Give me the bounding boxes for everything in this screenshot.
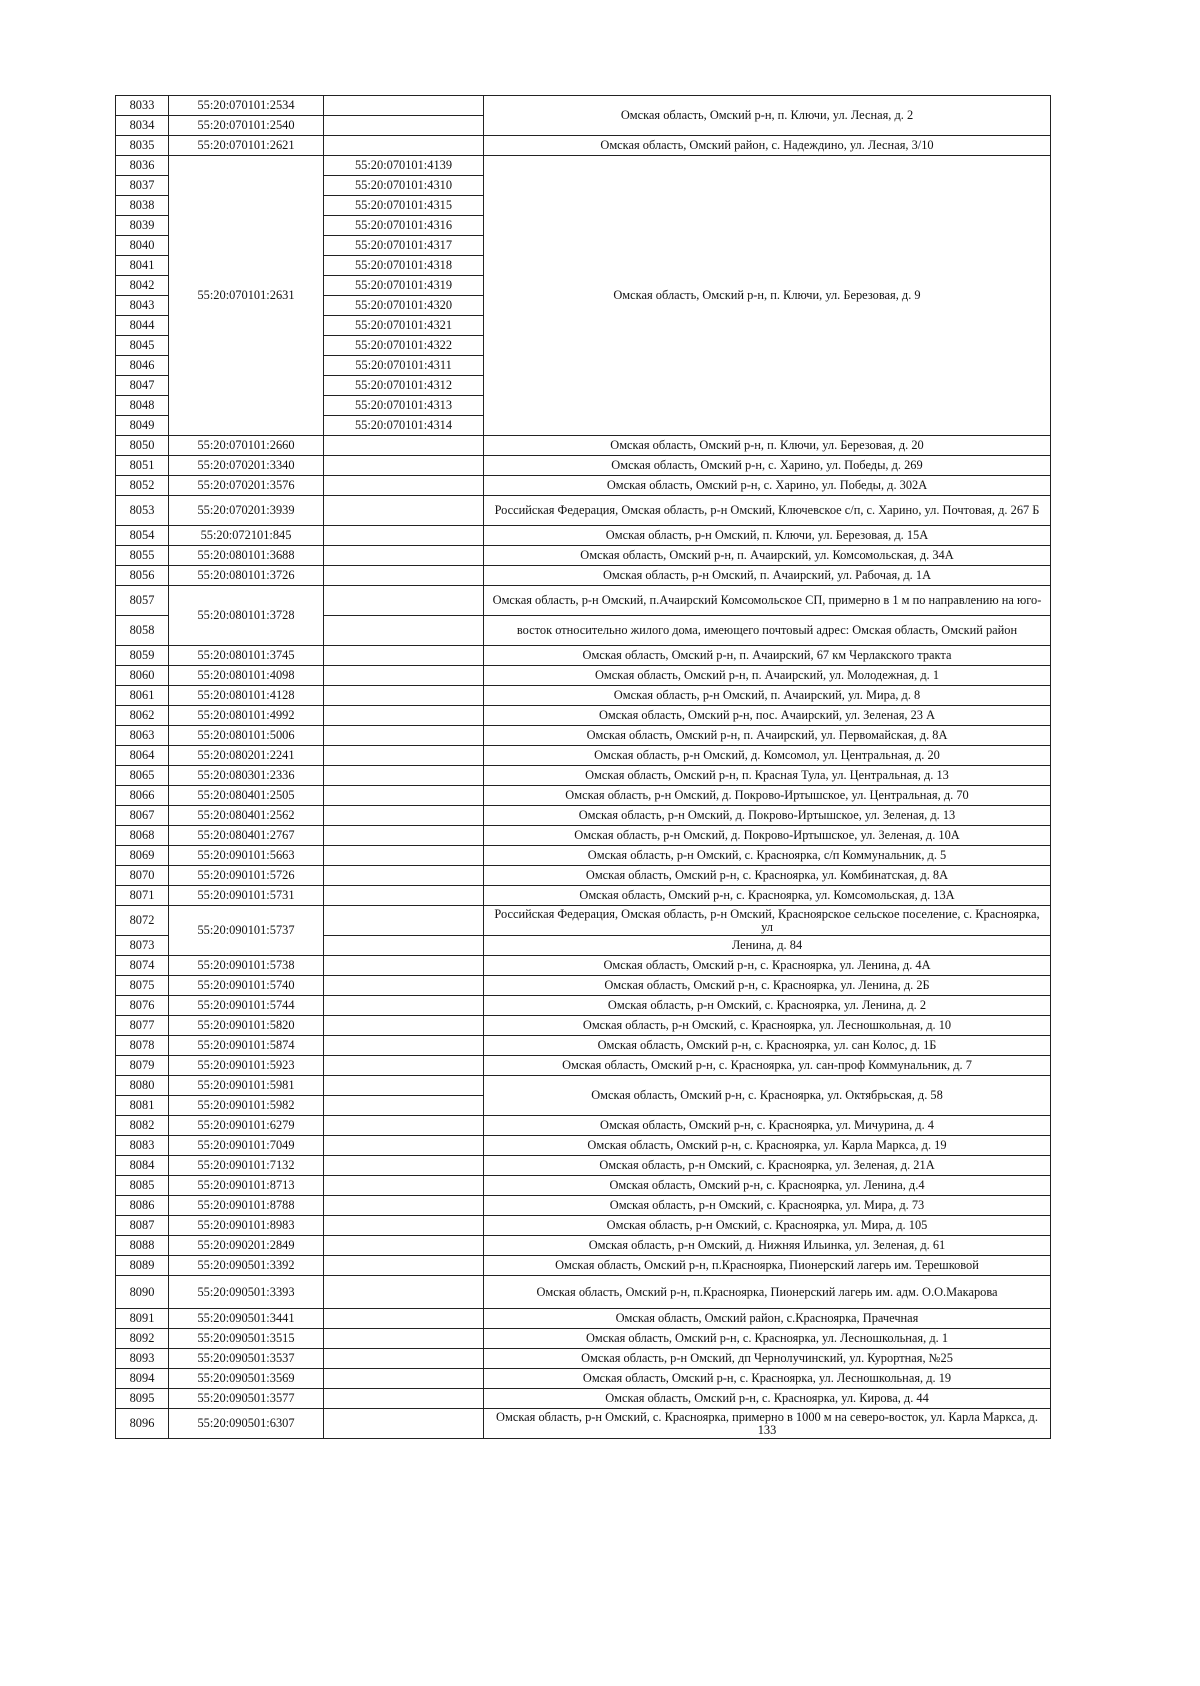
row-number-cell: 8068	[116, 826, 169, 846]
sub-cadastral-cell	[324, 566, 484, 586]
cadastral-number-cell: 55:20:070201:3939	[169, 496, 324, 526]
table-row	[116, 1276, 1051, 1309]
cadastral-number-cell: 55:20:080201:2241	[169, 746, 324, 766]
row-number-cell: 8037	[116, 176, 169, 196]
address-cell: Омская область, Омский р-н, с. Красноярка, ул. Ленина, д. 4А	[484, 956, 1051, 976]
address-cell: Омская область, р-н Омский, д. Нижняя Ильинка, ул. Зеленая, д. 61	[484, 1236, 1051, 1256]
cadastral-number-cell: 55:20:090501:3577	[169, 1389, 324, 1409]
row-number-cell: 8050	[116, 436, 169, 456]
address-cell: Омская область, Омский р-н, п. Ключи, ул. Лесная, д. 2	[484, 96, 1051, 136]
table-row	[116, 476, 1051, 496]
cadastral-number-cell: 55:20:070101:2660	[169, 436, 324, 456]
sub-cadastral-cell: 55:20:070101:4311	[324, 356, 484, 376]
address-cell: Омская область, р-н Омский, п. Ключи, ул. Березовая, д. 15А	[484, 526, 1051, 546]
table-row	[116, 746, 1051, 766]
row-number-cell: 8054	[116, 526, 169, 546]
sub-cadastral-cell	[324, 666, 484, 686]
cadastral-number-cell: 55:20:090101:5731	[169, 886, 324, 906]
cadastral-number-cell: 55:20:090101:5923	[169, 1056, 324, 1076]
sub-cadastral-cell	[324, 996, 484, 1016]
table-row	[116, 866, 1051, 886]
sub-cadastral-cell	[324, 1409, 484, 1439]
table-row	[116, 826, 1051, 846]
row-number-cell: 8081	[116, 1096, 169, 1116]
row-number-cell: 8056	[116, 566, 169, 586]
cadastral-register-table	[115, 95, 1051, 1439]
sub-cadastral-cell	[324, 456, 484, 476]
row-number-cell: 8065	[116, 766, 169, 786]
row-number-cell: 8042	[116, 276, 169, 296]
address-cell: Омская область, Омский р-н, с. Красноярка, ул. сан-проф Коммунальник, д. 7	[484, 1056, 1051, 1076]
address-cell: Омская область, р-н Омский, дп Чернолучинский, ул. Курортная, №25	[484, 1349, 1051, 1369]
table-row	[116, 996, 1051, 1016]
row-number-cell: 8070	[116, 866, 169, 886]
row-number-cell: 8090	[116, 1276, 169, 1309]
table-row	[116, 586, 1051, 616]
table-row	[116, 1116, 1051, 1136]
address-cell: Омская область, Омский р-н, п. Красная Тула, ул. Центральная, д. 13	[484, 766, 1051, 786]
sub-cadastral-cell	[324, 886, 484, 906]
table-row	[116, 906, 1051, 936]
row-number-cell: 8059	[116, 646, 169, 666]
row-number-cell: 8043	[116, 296, 169, 316]
address-cell: Омская область, Омский р-н, п. Ачаирский, ул. Комсомольская, д. 34А	[484, 546, 1051, 566]
sub-cadastral-cell	[324, 1076, 484, 1096]
address-cell: Омская область, Омский р-н, с. Красноярка, ул. сан Колос, д. 1Б	[484, 1036, 1051, 1056]
sub-cadastral-cell	[324, 1369, 484, 1389]
cadastral-number-cell: 55:20:090101:5981	[169, 1076, 324, 1096]
sub-cadastral-cell: 55:20:070101:4310	[324, 176, 484, 196]
table-row	[116, 1056, 1051, 1076]
sub-cadastral-cell	[324, 956, 484, 976]
cadastral-number-cell: 55:20:090501:3393	[169, 1276, 324, 1309]
address-cell: Омская область, Омский район, с.Красноярка, Прачечная	[484, 1309, 1051, 1329]
sub-cadastral-cell: 55:20:070101:4321	[324, 316, 484, 336]
address-cell: Омская область, р-н Омский, д. Покрово-Иртышское, ул. Зеленая, д. 10А	[484, 826, 1051, 846]
cadastral-number-cell: 55:20:090201:2849	[169, 1236, 324, 1256]
row-number-cell: 8094	[116, 1369, 169, 1389]
row-number-cell: 8047	[116, 376, 169, 396]
sub-cadastral-cell: 55:20:070101:4315	[324, 196, 484, 216]
address-cell: Омская область, р-н Омский, д. Комсомол, ул. Центральная, д. 20	[484, 746, 1051, 766]
row-number-cell: 8095	[116, 1389, 169, 1409]
sub-cadastral-cell	[324, 766, 484, 786]
row-number-cell: 8087	[116, 1216, 169, 1236]
sub-cadastral-cell	[324, 1389, 484, 1409]
row-number-cell: 8034	[116, 116, 169, 136]
cadastral-number-cell: 55:20:090501:3441	[169, 1309, 324, 1329]
table-row	[116, 956, 1051, 976]
row-number-cell: 8074	[116, 956, 169, 976]
cadastral-number-cell: 55:20:090501:6307	[169, 1409, 324, 1439]
table-row	[116, 1236, 1051, 1256]
sub-cadastral-cell	[324, 1176, 484, 1196]
cadastral-number-cell: 55:20:090501:3537	[169, 1349, 324, 1369]
cadastral-number-cell: 55:20:090101:5737	[169, 906, 324, 956]
sub-cadastral-cell	[324, 116, 484, 136]
address-cell: Омская область, Омский р-н, п. Ачаирский, ул. Молодежная, д. 1	[484, 666, 1051, 686]
address-cell: Омская область, Омский р-н, с. Красноярка, ул. Ленина, д. 2Б	[484, 976, 1051, 996]
table-row	[116, 1176, 1051, 1196]
row-number-cell: 8075	[116, 976, 169, 996]
address-cell: восток относительно жилого дома, имеющего почтовый адрес: Омская область, Омский район	[484, 616, 1051, 646]
table-row	[116, 726, 1051, 746]
cadastral-number-cell: 55:20:070101:2534	[169, 96, 324, 116]
cadastral-number-cell: 55:20:090501:3515	[169, 1329, 324, 1349]
sub-cadastral-cell	[324, 846, 484, 866]
row-number-cell: 8084	[116, 1156, 169, 1176]
address-cell: Омская область, Омский р-н, п.Красноярка, Пионерский лагерь им. Терешковой	[484, 1256, 1051, 1276]
table-row	[116, 1369, 1051, 1389]
cadastral-number-cell: 55:20:080101:3745	[169, 646, 324, 666]
sub-cadastral-cell: 55:20:070101:4319	[324, 276, 484, 296]
address-cell: Омская область, Омский р-н, с. Красноярка, ул. Мичурина, д. 4	[484, 1116, 1051, 1136]
address-cell: Омская область, Омский р-н, с. Красноярка, ул. Лесношкольная, д. 19	[484, 1369, 1051, 1389]
address-cell: Омская область, Омский р-н, с. Красноярка, ул. Комбинатская, д. 8А	[484, 866, 1051, 886]
cadastral-number-cell: 55:20:080401:2767	[169, 826, 324, 846]
row-number-cell: 8085	[116, 1176, 169, 1196]
row-number-cell: 8036	[116, 156, 169, 176]
address-cell: Омская область, Омский р-н, п. Ачаирский, ул. Первомайская, д. 8А	[484, 726, 1051, 746]
cadastral-number-cell: 55:20:090101:5744	[169, 996, 324, 1016]
row-number-cell: 8040	[116, 236, 169, 256]
cadastral-number-cell: 55:20:090101:5874	[169, 1036, 324, 1056]
address-cell: Омская область, Омский р-н, с. Красноярка, ул. Лесношкольная, д. 1	[484, 1329, 1051, 1349]
cadastral-number-cell: 55:20:090501:3392	[169, 1256, 324, 1276]
table-row	[116, 156, 1051, 176]
address-cell: Омская область, р-н Омский, с. Красноярка, с/п Коммунальник, д. 5	[484, 846, 1051, 866]
cadastral-number-cell: 55:20:090501:3569	[169, 1369, 324, 1389]
sub-cadastral-cell	[324, 826, 484, 846]
row-number-cell: 8076	[116, 996, 169, 1016]
table-row	[116, 1349, 1051, 1369]
address-cell: Омская область, р-н Омский, с. Красноярка, ул. Мира, д. 73	[484, 1196, 1051, 1216]
sub-cadastral-cell: 55:20:070101:4139	[324, 156, 484, 176]
table-row	[116, 976, 1051, 996]
address-cell: Омская область, Омский р-н, с. Харино, ул. Победы, д. 302А	[484, 476, 1051, 496]
cadastral-number-cell: 55:20:090101:5820	[169, 1016, 324, 1036]
sub-cadastral-cell: 55:20:070101:4312	[324, 376, 484, 396]
cadastral-number-cell: 55:20:090101:5663	[169, 846, 324, 866]
sub-cadastral-cell	[324, 586, 484, 616]
sub-cadastral-cell	[324, 1349, 484, 1369]
table-row	[116, 1256, 1051, 1276]
address-cell: Российская Федерация, Омская область, р-н Омский, Красноярское сельское поселение, с. Красноярка, ул	[484, 906, 1051, 936]
row-number-cell: 8071	[116, 886, 169, 906]
table-row	[116, 1329, 1051, 1349]
table-row	[116, 1076, 1051, 1096]
cadastral-number-cell: 55:20:072101:845	[169, 526, 324, 546]
sub-cadastral-cell	[324, 1116, 484, 1136]
address-cell: Омская область, р-н Омский, п. Ачаирский, ул. Рабочая, д. 1А	[484, 566, 1051, 586]
row-number-cell: 8072	[116, 906, 169, 936]
table-row	[116, 686, 1051, 706]
cadastral-number-cell: 55:20:070101:2631	[169, 156, 324, 436]
row-number-cell: 8035	[116, 136, 169, 156]
table-row	[116, 1156, 1051, 1176]
table-row	[116, 646, 1051, 666]
row-number-cell: 8038	[116, 196, 169, 216]
sub-cadastral-cell	[324, 786, 484, 806]
row-number-cell: 8039	[116, 216, 169, 236]
table-row	[116, 526, 1051, 546]
table-row	[116, 886, 1051, 906]
row-number-cell: 8058	[116, 616, 169, 646]
sub-cadastral-cell	[324, 726, 484, 746]
sub-cadastral-cell	[324, 1216, 484, 1236]
row-number-cell: 8046	[116, 356, 169, 376]
cadastral-number-cell: 55:20:090101:6279	[169, 1116, 324, 1136]
cadastral-number-cell: 55:20:090101:5726	[169, 866, 324, 886]
row-number-cell: 8033	[116, 96, 169, 116]
cadastral-number-cell: 55:20:080101:4128	[169, 686, 324, 706]
table-row	[116, 1036, 1051, 1056]
row-number-cell: 8092	[116, 1329, 169, 1349]
sub-cadastral-cell	[324, 1329, 484, 1349]
table-row	[116, 136, 1051, 156]
address-cell: Омская область, Омский р-н, п.Красноярка, Пионерский лагерь им. адм. О.О.Макарова	[484, 1276, 1051, 1309]
cadastral-number-cell: 55:20:080101:4098	[169, 666, 324, 686]
sub-cadastral-cell	[324, 1096, 484, 1116]
register-table-body	[116, 96, 1051, 1439]
cadastral-number-cell: 55:20:070101:2621	[169, 136, 324, 156]
address-cell: Омская область, р-н Омский, с. Красноярка, ул. Лесношкольная, д. 10	[484, 1016, 1051, 1036]
row-number-cell: 8086	[116, 1196, 169, 1216]
cadastral-number-cell: 55:20:080101:3726	[169, 566, 324, 586]
row-number-cell: 8088	[116, 1236, 169, 1256]
sub-cadastral-cell	[324, 1236, 484, 1256]
address-cell: Омская область, р-н Омский, п.Ачаирский Комсомольское СП, примерно в 1 м по направлению на юго-	[484, 586, 1051, 616]
row-number-cell: 8091	[116, 1309, 169, 1329]
table-row	[116, 1409, 1051, 1439]
address-cell: Омская область, Омский район, с. Надеждино, ул. Лесная, 3/10	[484, 136, 1051, 156]
sub-cadastral-cell	[324, 496, 484, 526]
address-cell: Омская область, р-н Омский, с. Красноярка, примерно в 1000 м на северо-восток, ул. Карла Маркса, д. 133	[484, 1409, 1051, 1439]
address-cell: Российская Федерация, Омская область, р-н Омский, Ключевское с/п, с. Харино, ул. Почтовая, д. 267 Б	[484, 496, 1051, 526]
cadastral-number-cell: 55:20:070201:3340	[169, 456, 324, 476]
row-number-cell: 8051	[116, 456, 169, 476]
row-number-cell: 8061	[116, 686, 169, 706]
row-number-cell: 8044	[116, 316, 169, 336]
cadastral-number-cell: 55:20:080101:3728	[169, 586, 324, 646]
sub-cadastral-cell	[324, 706, 484, 726]
cadastral-number-cell: 55:20:090101:8713	[169, 1176, 324, 1196]
table-row	[116, 1136, 1051, 1156]
address-cell: Омская область, р-н Омский, с. Красноярка, ул. Мира, д. 105	[484, 1216, 1051, 1236]
table-row	[116, 1309, 1051, 1329]
sub-cadastral-cell	[324, 646, 484, 666]
address-cell: Омская область, Омский р-н, п. Ачаирский, 67 км Черлакского тракта	[484, 646, 1051, 666]
cadastral-number-cell: 55:20:090101:8983	[169, 1216, 324, 1236]
address-cell: Омская область, р-н Омский, с. Красноярка, ул. Зеленая, д. 21А	[484, 1156, 1051, 1176]
row-number-cell: 8096	[116, 1409, 169, 1439]
sub-cadastral-cell	[324, 1309, 484, 1329]
address-cell: Омская область, р-н Омский, п. Ачаирский, ул. Мира, д. 8	[484, 686, 1051, 706]
cadastral-number-cell: 55:20:090101:5982	[169, 1096, 324, 1116]
sub-cadastral-cell	[324, 1156, 484, 1176]
row-number-cell: 8079	[116, 1056, 169, 1076]
row-number-cell: 8067	[116, 806, 169, 826]
address-cell: Омская область, Омский р-н, пос. Ачаирский, ул. Зеленая, 23 А	[484, 706, 1051, 726]
row-number-cell: 8093	[116, 1349, 169, 1369]
table-row	[116, 566, 1051, 586]
cadastral-number-cell: 55:20:070201:3576	[169, 476, 324, 496]
sub-cadastral-cell	[324, 436, 484, 456]
cadastral-number-cell: 55:20:080101:5006	[169, 726, 324, 746]
cadastral-number-cell: 55:20:080401:2562	[169, 806, 324, 826]
table-row	[116, 1016, 1051, 1036]
row-number-cell: 8063	[116, 726, 169, 746]
table-row	[116, 1389, 1051, 1409]
sub-cadastral-cell	[324, 1016, 484, 1036]
address-cell: Омская область, Омский р-н, п. Ключи, ул. Березовая, д. 9	[484, 156, 1051, 436]
sub-cadastral-cell	[324, 686, 484, 706]
table-row	[116, 456, 1051, 476]
address-cell: Омская область, Омский р-н, п. Ключи, ул. Березовая, д. 20	[484, 436, 1051, 456]
sub-cadastral-cell	[324, 866, 484, 886]
sub-cadastral-cell	[324, 746, 484, 766]
sub-cadastral-cell: 55:20:070101:4316	[324, 216, 484, 236]
address-cell: Омская область, Омский р-н, с. Красноярка, ул. Комсомольская, д. 13А	[484, 886, 1051, 906]
address-cell: Омская область, р-н Омский, д. Покрово-Иртышское, ул. Зеленая, д. 13	[484, 806, 1051, 826]
cadastral-number-cell: 55:20:080301:2336	[169, 766, 324, 786]
table-row	[116, 786, 1051, 806]
row-number-cell: 8048	[116, 396, 169, 416]
row-number-cell: 8049	[116, 416, 169, 436]
table-row	[116, 846, 1051, 866]
row-number-cell: 8089	[116, 1256, 169, 1276]
table-row	[116, 1196, 1051, 1216]
sub-cadastral-cell: 55:20:070101:4318	[324, 256, 484, 276]
row-number-cell: 8045	[116, 336, 169, 356]
address-cell: Омская область, р-н Омский, д. Покрово-Иртышское, ул. Центральная, д. 70	[484, 786, 1051, 806]
sub-cadastral-cell	[324, 1196, 484, 1216]
sub-cadastral-cell	[324, 526, 484, 546]
row-number-cell: 8062	[116, 706, 169, 726]
cadastral-number-cell: 55:20:090101:7049	[169, 1136, 324, 1156]
cadastral-number-cell: 55:20:090101:7132	[169, 1156, 324, 1176]
sub-cadastral-cell	[324, 96, 484, 116]
address-cell: Омская область, Омский р-н, с. Красноярка, ул. Ленина, д.4	[484, 1176, 1051, 1196]
sub-cadastral-cell	[324, 546, 484, 566]
sub-cadastral-cell	[324, 976, 484, 996]
table-row	[116, 496, 1051, 526]
table-row	[116, 666, 1051, 686]
table-row	[116, 546, 1051, 566]
row-number-cell: 8078	[116, 1036, 169, 1056]
row-number-cell: 8060	[116, 666, 169, 686]
row-number-cell: 8080	[116, 1076, 169, 1096]
address-cell: Омская область, Омский р-н, с. Красноярка, ул. Кирова, д. 44	[484, 1389, 1051, 1409]
cadastral-number-cell: 55:20:080101:3688	[169, 546, 324, 566]
sub-cadastral-cell	[324, 906, 484, 936]
address-cell: Омская область, р-н Омский, с. Красноярка, ул. Ленина, д. 2	[484, 996, 1051, 1016]
row-number-cell: 8066	[116, 786, 169, 806]
row-number-cell: 8057	[116, 586, 169, 616]
cadastral-number-cell: 55:20:070101:2540	[169, 116, 324, 136]
sub-cadastral-cell	[324, 136, 484, 156]
table-row	[116, 806, 1051, 826]
address-cell: Омская область, Омский р-н, с. Харино, ул. Победы, д. 269	[484, 456, 1051, 476]
row-number-cell: 8053	[116, 496, 169, 526]
cadastral-number-cell: 55:20:090101:5738	[169, 956, 324, 976]
table-row	[116, 96, 1051, 116]
sub-cadastral-cell: 55:20:070101:4313	[324, 396, 484, 416]
sub-cadastral-cell: 55:20:070101:4317	[324, 236, 484, 256]
table-row	[116, 706, 1051, 726]
sub-cadastral-cell	[324, 476, 484, 496]
sub-cadastral-cell	[324, 1056, 484, 1076]
sub-cadastral-cell	[324, 1276, 484, 1309]
sub-cadastral-cell: 55:20:070101:4320	[324, 296, 484, 316]
register-page	[115, 95, 1051, 1439]
cadastral-number-cell: 55:20:090101:5740	[169, 976, 324, 996]
sub-cadastral-cell	[324, 806, 484, 826]
row-number-cell: 8055	[116, 546, 169, 566]
address-cell: Омская область, Омский р-н, с. Красноярка, ул. Октябрьская, д. 58	[484, 1076, 1051, 1116]
cadastral-number-cell: 55:20:090101:8788	[169, 1196, 324, 1216]
row-number-cell: 8064	[116, 746, 169, 766]
row-number-cell: 8083	[116, 1136, 169, 1156]
row-number-cell: 8077	[116, 1016, 169, 1036]
row-number-cell: 8041	[116, 256, 169, 276]
address-cell: Омская область, Омский р-н, с. Красноярка, ул. Карла Маркса, д. 19	[484, 1136, 1051, 1156]
row-number-cell: 8082	[116, 1116, 169, 1136]
table-row	[116, 436, 1051, 456]
sub-cadastral-cell	[324, 936, 484, 956]
address-cell: Ленина, д. 84	[484, 936, 1051, 956]
table-row	[116, 766, 1051, 786]
sub-cadastral-cell	[324, 1036, 484, 1056]
row-number-cell: 8069	[116, 846, 169, 866]
cadastral-number-cell: 55:20:080401:2505	[169, 786, 324, 806]
sub-cadastral-cell	[324, 1136, 484, 1156]
row-number-cell: 8073	[116, 936, 169, 956]
cadastral-number-cell: 55:20:080101:4992	[169, 706, 324, 726]
sub-cadastral-cell: 55:20:070101:4314	[324, 416, 484, 436]
table-row	[116, 1216, 1051, 1236]
sub-cadastral-cell	[324, 616, 484, 646]
sub-cadastral-cell	[324, 1256, 484, 1276]
sub-cadastral-cell: 55:20:070101:4322	[324, 336, 484, 356]
row-number-cell: 8052	[116, 476, 169, 496]
